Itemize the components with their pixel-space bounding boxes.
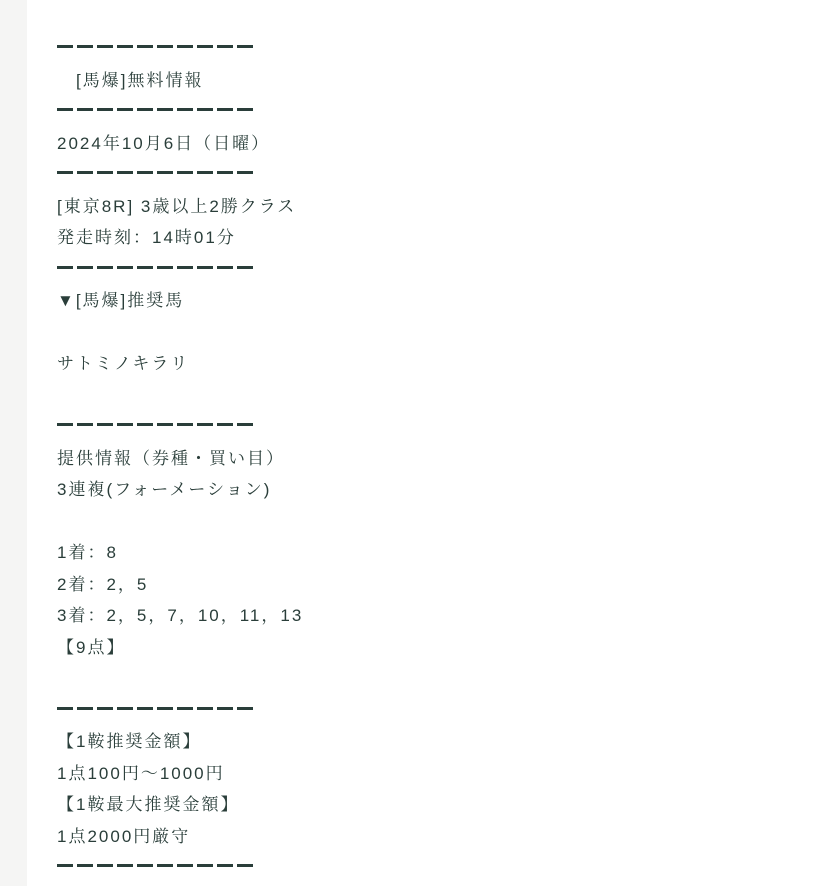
text-line	[57, 598, 777, 630]
dash-segment	[157, 864, 173, 867]
text-line-content: [馬爆]無料情報	[76, 70, 204, 90]
dash-segment	[157, 707, 173, 710]
dash-segment	[77, 707, 93, 710]
dash-segment	[157, 108, 173, 111]
dash-segment	[97, 423, 113, 426]
blank-line	[57, 315, 777, 347]
dash-segment	[117, 108, 133, 111]
dash-segment	[117, 707, 133, 710]
text-line	[57, 756, 777, 788]
text-line	[57, 283, 777, 315]
dash-segment	[77, 171, 93, 174]
dash-segment	[237, 864, 253, 867]
dash-segment	[237, 171, 253, 174]
divider-line	[57, 409, 777, 441]
dash-segment	[97, 707, 113, 710]
text-line-content: [東京8R] 3歳以上2勝クラス	[57, 196, 297, 216]
text-line	[57, 189, 777, 221]
text-line-content: 1着：8	[57, 543, 118, 563]
dash-segment	[217, 423, 233, 426]
text-line	[57, 819, 777, 851]
dash-segment	[57, 864, 73, 867]
dash-segment	[137, 864, 153, 867]
dash-segment	[197, 171, 213, 174]
blank-line	[57, 378, 777, 410]
dash-segment	[237, 707, 253, 710]
dash-segment	[217, 266, 233, 269]
dash-segment	[97, 171, 113, 174]
divider-line	[57, 850, 777, 882]
dash-segment	[117, 864, 133, 867]
text-line-content: ▼[馬爆]推奨馬	[57, 291, 185, 311]
dash-segment	[157, 423, 173, 426]
dash-segment	[57, 707, 73, 710]
dash-segment	[77, 266, 93, 269]
text-line-content: 【1鞍最大推奨金額】	[57, 795, 240, 815]
text-line	[57, 535, 777, 567]
dash-segment	[237, 423, 253, 426]
text-line-content: 3着：2，5，7，10，11，13	[57, 606, 304, 626]
dash-segment	[97, 864, 113, 867]
text-line	[57, 472, 777, 504]
text-line-content: 1点100円〜1000円	[57, 763, 225, 783]
dash-segment	[137, 108, 153, 111]
dash-segment	[77, 423, 93, 426]
dash-segment	[77, 108, 93, 111]
dash-segment	[57, 423, 73, 426]
dash-segment	[177, 45, 193, 48]
dash-segment	[177, 108, 193, 111]
text-line	[57, 126, 777, 158]
divider-line	[57, 693, 777, 725]
dash-segment	[157, 171, 173, 174]
dash-segment	[237, 108, 253, 111]
dash-segment	[217, 864, 233, 867]
text-line-content: サトミノキラリ	[57, 354, 190, 374]
text-line-content: 3連複(フォーメーション)	[57, 480, 272, 500]
dash-segment	[97, 266, 113, 269]
divider-line	[57, 31, 777, 63]
text-line	[57, 63, 777, 95]
blank-line	[57, 504, 777, 536]
divider-line	[57, 94, 777, 126]
text-line-content: 2着：2，5	[57, 574, 149, 594]
dash-segment	[197, 266, 213, 269]
text-line	[57, 787, 777, 819]
dash-segment	[117, 266, 133, 269]
dash-segment	[137, 423, 153, 426]
dash-segment	[217, 707, 233, 710]
dash-segment	[117, 171, 133, 174]
text-line	[57, 724, 777, 756]
text-line	[57, 630, 777, 662]
blank-line	[57, 661, 777, 693]
text-line	[57, 441, 777, 473]
post-content	[57, 31, 777, 882]
dash-segment	[217, 45, 233, 48]
text-line-content: 【9点】	[57, 637, 126, 657]
text-line-content: 提供情報（券種・買い目）	[57, 448, 285, 468]
dash-segment	[137, 266, 153, 269]
dash-segment	[237, 45, 253, 48]
dash-segment	[157, 266, 173, 269]
dash-segment	[197, 45, 213, 48]
dash-segment	[197, 864, 213, 867]
dash-segment	[137, 45, 153, 48]
text-line	[57, 346, 777, 378]
divider-line	[57, 157, 777, 189]
page-left-margin	[0, 0, 27, 886]
dash-segment	[177, 423, 193, 426]
dash-segment	[77, 864, 93, 867]
dash-segment	[57, 45, 73, 48]
text-line-content: 【1鞍推奨金額】	[57, 732, 202, 752]
dash-segment	[237, 266, 253, 269]
dash-segment	[197, 707, 213, 710]
dash-segment	[117, 45, 133, 48]
text-line	[57, 220, 777, 252]
dash-segment	[177, 707, 193, 710]
text-line-content: 1点2000円厳守	[57, 826, 191, 846]
dash-segment	[177, 266, 193, 269]
text-line-content: 発走時刻：14時01分	[57, 228, 236, 248]
text-line-content: 2024年10月6日（日曜）	[57, 133, 271, 153]
dash-segment	[217, 108, 233, 111]
dash-segment	[157, 45, 173, 48]
dash-segment	[197, 108, 213, 111]
dash-segment	[97, 45, 113, 48]
dash-segment	[197, 423, 213, 426]
dash-segment	[117, 423, 133, 426]
dash-segment	[137, 707, 153, 710]
dash-segment	[77, 45, 93, 48]
dash-segment	[57, 171, 73, 174]
dash-segment	[217, 171, 233, 174]
text-line	[57, 567, 777, 599]
dash-segment	[177, 171, 193, 174]
dash-segment	[57, 266, 73, 269]
dash-segment	[137, 171, 153, 174]
dash-segment	[97, 108, 113, 111]
dash-segment	[177, 864, 193, 867]
dash-segment	[57, 108, 73, 111]
divider-line	[57, 252, 777, 284]
